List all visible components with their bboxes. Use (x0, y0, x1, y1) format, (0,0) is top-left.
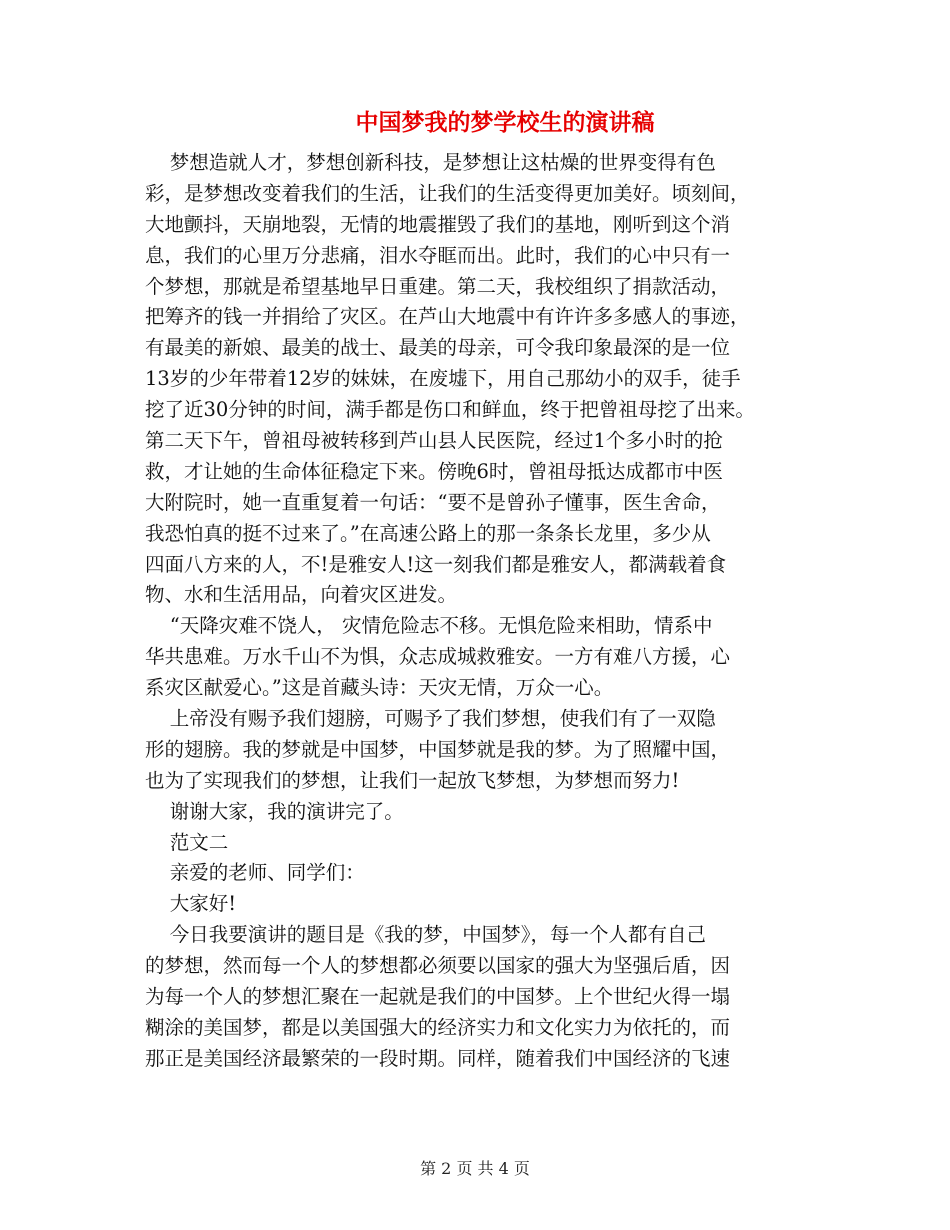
document-body (145, 148, 825, 1075)
text-line: 救，才让她的生命体征稳定下来。傍晚6时，曾祖母抵达成都市中医 (145, 459, 723, 483)
text-line: 把筹齐的钱一并捐给了灾区。在芦山大地震中有许许多多感人的事迹， (145, 305, 750, 329)
text-line: “天降灾难不饶人， 灾情危险志不移。无惧危险来相助，情系中 (145, 614, 713, 638)
text-line: 彩，是梦想改变着我们的生活，让我们的生活变得更加美好。顷刻间， (145, 181, 750, 205)
text-line: 四面八方来的人，不!是雅安人!这一刻我们都是雅安人，都满载着食 (145, 552, 727, 576)
text-line: 为每一个人的梦想汇聚在一起就是我们的中国梦。上个世纪火得一塌 (145, 985, 731, 1009)
text-line: 大家好! (145, 892, 237, 916)
text-line: 13岁的少年带着12岁的妹妹，在废墟下，用自己那幼小的双手，徒手 (145, 367, 741, 391)
text-line: 今日我要演讲的题目是《我的梦，中国梦》，每一个人都有自己 (145, 923, 707, 947)
text-line: 梦想造就人才，梦想创新科技，是梦想让这枯燥的世界变得有色 (145, 151, 716, 174)
text-line: 那正是美国经济最繁荣的一段时期。同样，随着我们中国经济的飞速 (145, 1046, 731, 1070)
text-line: 的梦想，然而每一个人的梦想都必须要以国家的强大为坚强后盾，因 (145, 954, 731, 978)
text-line: 息，我们的心里万分悲痛，泪水夺眶而出。此时，我们的心中只有一 (145, 243, 731, 267)
text-line: 第二天下午，曾祖母被转移到芦山县人民医院，经过1个多小时的抢 (145, 429, 723, 453)
text-line: 系灾区献爱心。”这是首藏头诗：天灾无情，万众一心。 (145, 676, 614, 700)
text-line: 大地颤抖，天崩地裂，无情的地震摧毁了我们的基地，刚听到这个消 (145, 212, 731, 236)
text-line: 物、水和生活用品，向着灾区进发。 (145, 583, 458, 607)
text-line: 亲爱的老师、同学们： (145, 861, 365, 885)
text-line: 范文二 (145, 830, 229, 854)
text-line: 形的翅膀。我的梦就是中国梦，中国梦就是我的梦。为了照耀中国， (145, 737, 731, 761)
text-line: 个梦想，那就是希望基地早日重建。第二天，我校组织了捐款活动， (145, 274, 731, 298)
text-line: 大附院时，她一直重复着一句话：“要不是曾孙子懂事，医生舍命， (145, 490, 721, 514)
text-line: 挖了近30分钟的时间，满手都是伤口和鲜血，终于把曾祖母挖了出来。 (145, 398, 755, 422)
text-line: 糊涂的美国梦，都是以美国强大的经济实力和文化实力为依托的，而 (145, 1015, 731, 1039)
text-line: 华共患难。万水千山不为惧，众志成城救雅安。一方有难八方援，心 (145, 645, 731, 669)
text-line: 上帝没有赐予我们翅膀，可赐予了我们梦想，使我们有了一双隐 (145, 707, 716, 731)
page-footer: 第 2 页 共 4 页 (420, 1159, 530, 1178)
text-line: 也为了实现我们的梦想，让我们一起放飞梦想，为梦想而努力! (145, 768, 680, 792)
text-line: 谢谢大家，我的演讲完了。 (145, 799, 404, 823)
text-line: 我恐怕真的挺不过来了。”在高速公路上的那一条条长龙里，多少从 (145, 521, 711, 545)
document-title: 中国梦我的梦学校生的演讲稿 (355, 109, 655, 136)
text-line: 有最美的新娘、最美的战士、最美的母亲，可令我印象最深的是一位 (145, 336, 731, 360)
